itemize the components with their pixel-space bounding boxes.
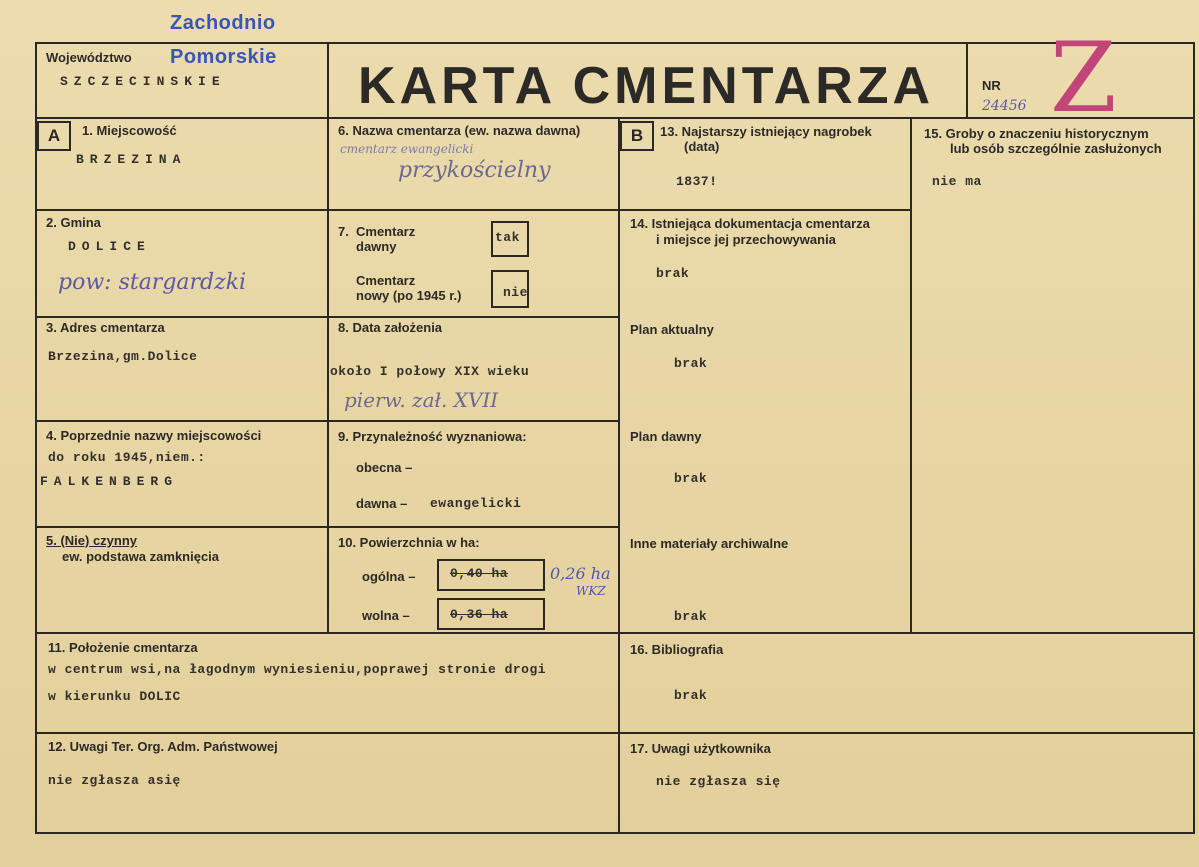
f10-label: 10. Powierzchnia w ha:: [338, 535, 480, 550]
f9-dawna-label: dawna –: [356, 496, 408, 511]
f7-tak-value: tak: [495, 230, 520, 245]
f14-label2: i miejsce jej przechowywania: [656, 232, 836, 247]
wojewodztwo-value: SZCZECINSKIE: [60, 74, 226, 89]
divider-header: [35, 117, 1195, 119]
border-top: [35, 42, 1195, 44]
f10-ogolna: ogólna –: [362, 569, 416, 584]
f3-label: 3. Adres cmentarza: [46, 320, 165, 335]
f4-label: 4. Poprzednie nazwy miejscowości: [46, 428, 262, 443]
f5-label2: ew. podstawa zamknięcia: [62, 549, 220, 564]
divider-row3: [35, 420, 620, 422]
f7-nowy-label1: Cmentarz: [356, 273, 416, 288]
f9-dawna-value: ewangelicki: [430, 496, 522, 511]
f7-nie-value: nie: [503, 285, 528, 300]
f14-label1: 14. Istniejąca dokumentacja cmentarza: [630, 216, 870, 231]
nr-label: NR: [982, 78, 1001, 93]
f10-ogolna-value: 0,40 ha: [450, 566, 509, 581]
f9-obecna: obecna –: [356, 460, 413, 475]
f9-label: 9. Przynależność wyznaniowa:: [338, 429, 527, 444]
f11-label: 11. Położenie cmentarza: [48, 640, 198, 655]
f7-nowy-label2: nowy (po 1945 r.): [356, 288, 462, 303]
wojewodztwo-label: Województwo: [46, 50, 132, 65]
f10-handwritten1: 0,26 ha: [550, 564, 611, 583]
f17-label: 17. Uwagi użytkownika: [630, 741, 771, 756]
divider-col1: [327, 117, 329, 634]
section-b-badge: B: [620, 121, 654, 151]
divider-col3: [910, 117, 912, 634]
f15-label2: lub osób szczególnie zasłużonych: [950, 141, 1162, 156]
f3-value: Brzezina,gm.Dolice: [48, 349, 198, 364]
f7-dawny-label1: Cmentarz: [356, 224, 416, 239]
f8-handwritten: pierw. zał. XVII: [344, 388, 499, 412]
border-right: [1193, 42, 1195, 834]
f2-value: DOLICE: [68, 239, 151, 254]
nr-value: 24456: [982, 98, 1027, 114]
f12-label: 12. Uwagi Ter. Org. Adm. Państwowej: [48, 739, 278, 754]
divider-row1: [35, 209, 620, 211]
f5-label1: 5. (Nie) czynny: [46, 533, 138, 548]
plan-dawny-value: brak: [674, 471, 708, 486]
f15-label1: 15. Groby o znaczeniu historycznym: [924, 126, 1149, 141]
f10-handwritten2: WKZ: [576, 584, 606, 598]
divider-row2: [35, 316, 620, 318]
border-left: [35, 42, 37, 834]
f13-label2: (data): [684, 139, 720, 154]
f1-value: BRZEZINA: [76, 152, 187, 167]
f13-value: 1837!: [676, 174, 718, 189]
divider-row4: [35, 526, 620, 528]
plan-aktualny-label: Plan aktualny: [630, 322, 714, 337]
divider-header-nr: [966, 42, 968, 119]
f14-value: brak: [656, 266, 690, 281]
border-bottom: [35, 832, 1195, 834]
f8-label: 8. Data założenia: [338, 320, 443, 335]
f11-line1: w centrum wsi,na łagodnym wyniesieniu,poprawej stronie drogi: [48, 662, 547, 677]
f1-label: 1. Miejscowość: [82, 123, 177, 138]
f17-value: nie zgłasza się: [656, 774, 781, 789]
section-a-badge: A: [37, 121, 71, 151]
f10-wolna-value: 0,36 ha: [450, 607, 509, 622]
stamp-line1: Zachodnio: [170, 12, 276, 34]
divider-b13: [618, 209, 912, 211]
divider-header-left: [327, 42, 329, 119]
f7-dawny-label2: dawny: [356, 239, 397, 254]
f12-value: nie zgłasza asię: [48, 773, 181, 788]
divider-col2: [618, 117, 620, 834]
f4-value2: FALKENBERG: [40, 474, 179, 489]
f2-handwritten: pow: stargardzki: [58, 270, 247, 295]
f10-wolna: wolna –: [362, 608, 410, 623]
plan-dawny-label: Plan dawny: [630, 429, 702, 444]
f8-value: około I połowy XIX wieku: [330, 364, 530, 379]
f7-number: 7.: [338, 224, 349, 239]
f6-handwritten1: cmentarz ewangelicki: [340, 142, 474, 156]
plan-aktualny-value: brak: [674, 356, 708, 371]
nr-letter: Z: [1050, 22, 1117, 134]
f15-value: nie ma: [932, 174, 982, 189]
f6-handwritten2: przykościelny: [398, 158, 551, 183]
f4-value1: do roku 1945,niem.:: [48, 450, 206, 465]
inne-value: brak: [674, 609, 708, 624]
divider-row5: [35, 632, 1195, 634]
inne-label: Inne materiały archiwalne: [630, 536, 789, 551]
f11-line2: w kierunku DOLIC: [48, 689, 181, 704]
divider-row6: [35, 732, 1195, 734]
f6-label: 6. Nazwa cmentarza (ew. nazwa dawna): [338, 123, 581, 138]
f16-value: brak: [674, 688, 708, 703]
page-title: KARTA CMENTARZA: [358, 57, 935, 115]
f2-label: 2. Gmina: [46, 215, 101, 230]
f13-label1: 13. Najstarszy istniejący nagrobek: [660, 124, 872, 139]
stamp-line2: Pomorskie: [170, 46, 277, 68]
f16-label: 16. Bibliografia: [630, 642, 724, 657]
